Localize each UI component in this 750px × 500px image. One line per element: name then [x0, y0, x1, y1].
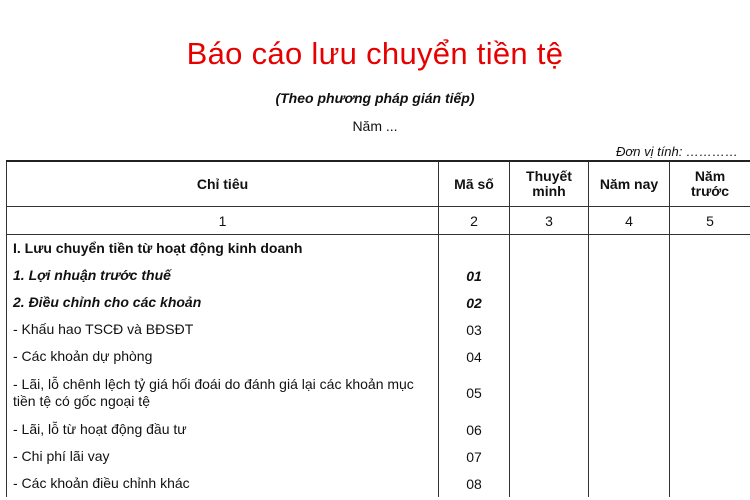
column-number: 2 [439, 207, 510, 235]
row-previous-year [670, 416, 750, 443]
row-previous-year [670, 370, 750, 416]
row-code [439, 235, 510, 263]
row-current-year [589, 262, 670, 289]
table-row [7, 289, 750, 316]
row-label: - Lãi, lỗ từ hoạt động đầu tư [7, 416, 439, 443]
row-code: 08 [439, 470, 510, 497]
row-current-year [589, 343, 670, 370]
column-number: 5 [670, 207, 750, 235]
row-note [510, 343, 589, 370]
row-code: 05 [439, 370, 510, 416]
table-row [7, 343, 750, 370]
row-current-year [589, 235, 670, 263]
row-previous-year [670, 470, 750, 497]
row-label: - Chi phí lãi vay [7, 443, 439, 470]
row-previous-year [670, 262, 750, 289]
row-note [510, 262, 589, 289]
cash-flow-table [6, 160, 750, 497]
row-label: 2. Điều chỉnh cho các khoản [7, 289, 439, 316]
row-current-year [589, 370, 670, 416]
row-previous-year [670, 316, 750, 343]
row-previous-year [670, 343, 750, 370]
row-label: I. Lưu chuyển tiền từ hoạt động kinh doanh [7, 235, 439, 263]
header-note: Thuyết minh [510, 161, 589, 207]
row-label: - Các khoản điều chỉnh khác [7, 470, 439, 497]
header-code: Mã số [439, 161, 510, 207]
row-current-year [589, 416, 670, 443]
row-current-year [589, 316, 670, 343]
row-code: 07 [439, 443, 510, 470]
row-code: 03 [439, 316, 510, 343]
row-note [510, 235, 589, 263]
column-number: 3 [510, 207, 589, 235]
row-previous-year [670, 443, 750, 470]
row-previous-year [670, 289, 750, 316]
row-label: 1. Lợi nhuận trước thuế [7, 262, 439, 289]
table-row [7, 235, 750, 263]
table-row [7, 416, 750, 443]
report-subtitle: (Theo phương pháp gián tiếp) [275, 90, 475, 106]
header-previous-year: Năm trước [670, 161, 750, 207]
currency-unit-label: Đơn vị tính: ………… [616, 144, 738, 159]
row-note [510, 416, 589, 443]
row-label: - Lãi, lỗ chênh lệch tỷ giá hối đoái do đánh giá lại các khoản mục tiền tệ có gốc ngoại tệ [7, 370, 439, 416]
table-body [7, 235, 750, 498]
report-year: Năm ... [352, 118, 398, 134]
row-label: - Các khoản dự phòng [7, 343, 439, 370]
row-previous-year [670, 235, 750, 263]
row-note [510, 370, 589, 416]
table-row [7, 370, 750, 416]
table-header-row [7, 161, 750, 207]
row-code: 02 [439, 289, 510, 316]
row-current-year [589, 470, 670, 497]
row-current-year [589, 443, 670, 470]
header-item: Chỉ tiêu [7, 161, 439, 207]
row-note [510, 289, 589, 316]
column-number: 1 [7, 207, 439, 235]
row-code: 06 [439, 416, 510, 443]
row-code: 04 [439, 343, 510, 370]
row-note [510, 316, 589, 343]
table-row [7, 470, 750, 497]
table-row [7, 262, 750, 289]
header-current-year: Năm nay [589, 161, 670, 207]
row-label: - Khấu hao TSCĐ và BĐSĐT [7, 316, 439, 343]
row-code: 01 [439, 262, 510, 289]
report-title: Báo cáo lưu chuyển tiền tệ [186, 36, 564, 71]
table-row [7, 316, 750, 343]
row-note [510, 470, 589, 497]
column-number: 4 [589, 207, 670, 235]
table-row [7, 443, 750, 470]
row-note [510, 443, 589, 470]
row-current-year [589, 289, 670, 316]
column-number-row [7, 207, 750, 235]
